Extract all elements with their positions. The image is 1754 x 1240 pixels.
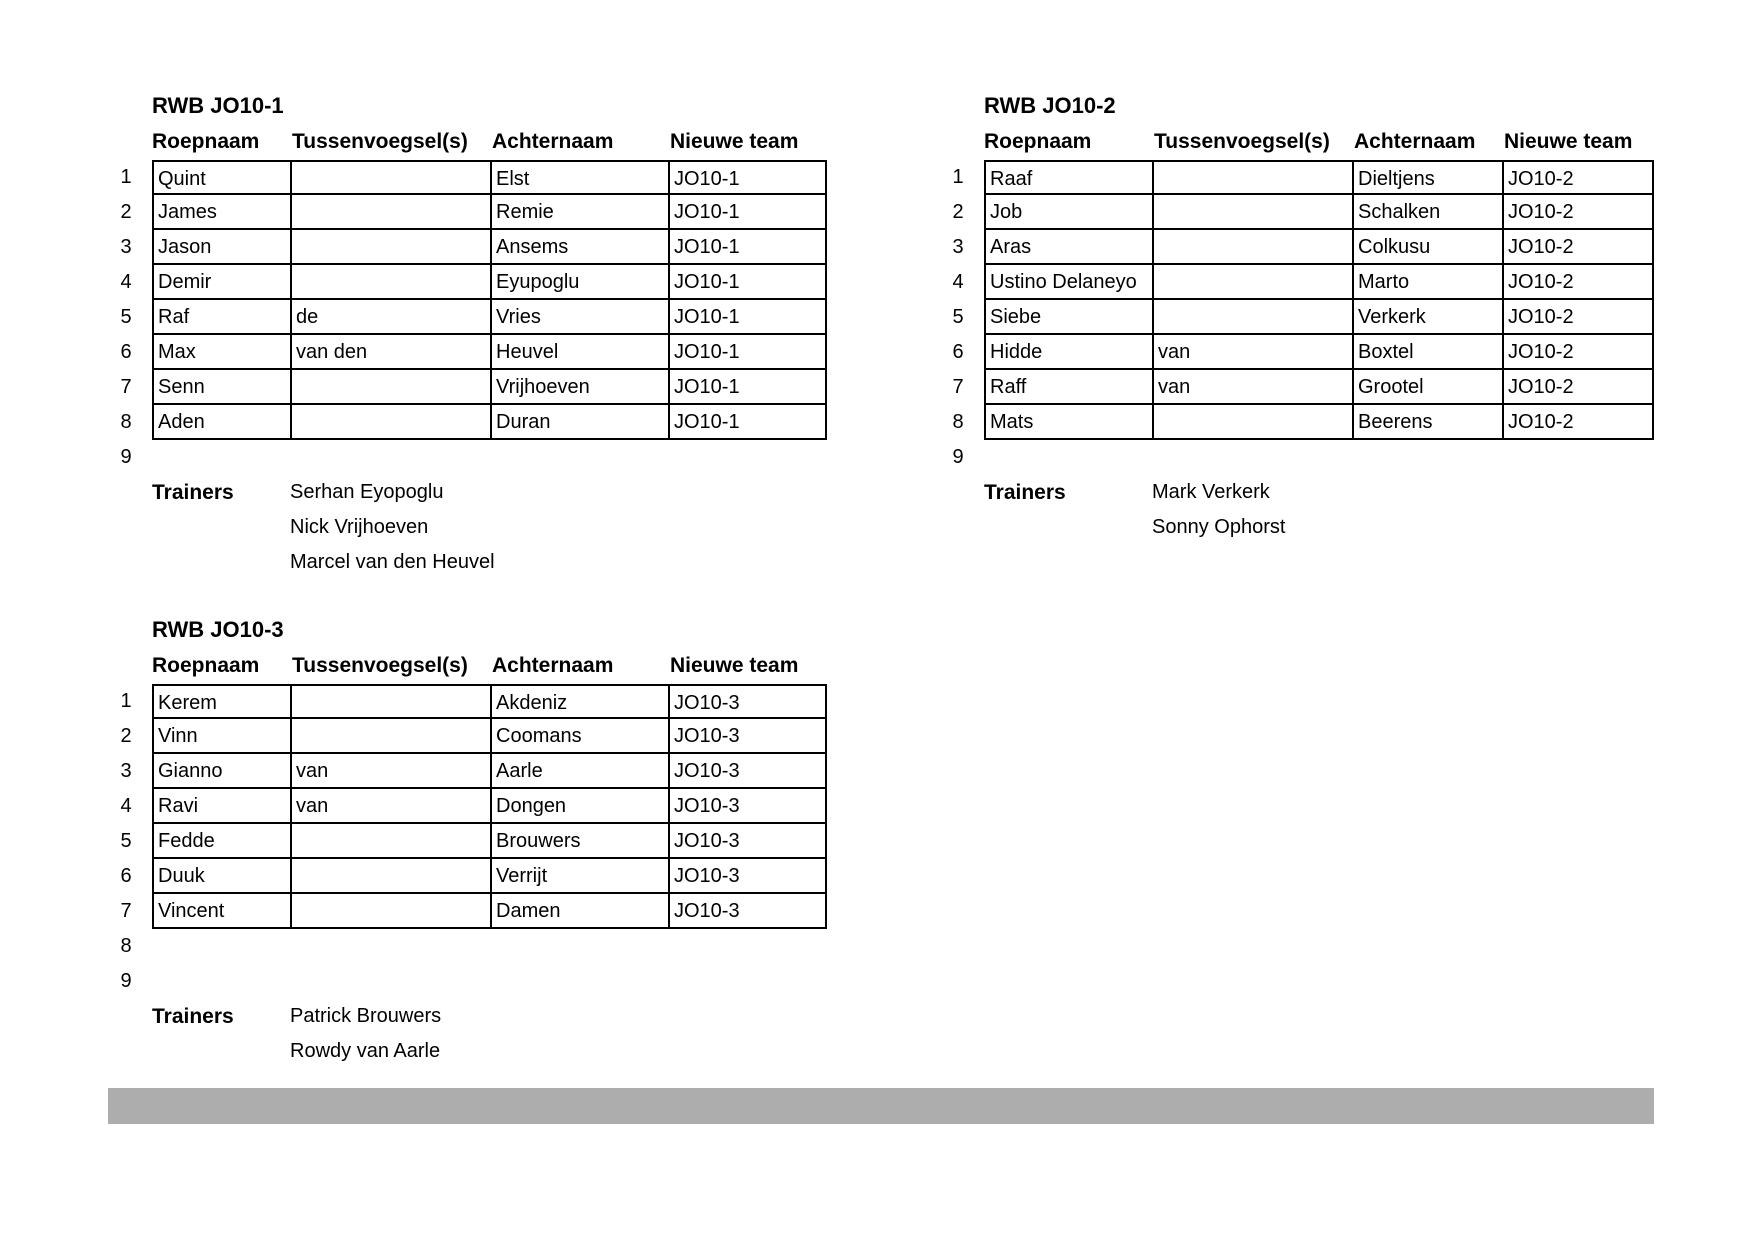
cell-roepnaam: Hidde (984, 335, 1154, 370)
cell-nieuwe-team: JO10-3 (670, 894, 827, 929)
trainer-name: Patrick Brouwers (290, 1005, 442, 1027)
row-number: 6 (120, 341, 132, 363)
cell-tussenvoegsel (1154, 195, 1354, 230)
cell-nieuwe-team: JO10-2 (1504, 230, 1654, 265)
trainer-name: Marcel van den Heuvel (290, 551, 495, 573)
row-number: 8 (952, 411, 964, 433)
cell-roepnaam: Raaf (984, 160, 1154, 195)
cell-achternaam: Akdeniz (492, 684, 670, 719)
cell-tussenvoegsel (292, 684, 492, 719)
row-number: 6 (952, 341, 964, 363)
row-number: 1 (120, 166, 132, 188)
cell-tussenvoegsel (292, 894, 492, 929)
cell-tussenvoegsel: van (1154, 335, 1354, 370)
column-header-roepnaam: Roepnaam (984, 130, 1092, 153)
cell-achternaam: Grootel (1354, 370, 1504, 405)
cell-tussenvoegsel (292, 160, 492, 195)
cell-roepnaam: Kerem (152, 684, 292, 719)
cell-achternaam: Eyupoglu (492, 265, 670, 300)
row-number: 5 (120, 830, 132, 852)
cell-achternaam: Dongen (492, 789, 670, 824)
cell-tussenvoegsel (292, 859, 492, 894)
cell-nieuwe-team: JO10-3 (670, 859, 827, 894)
cell-tussenvoegsel (292, 405, 492, 440)
cell-roepnaam: Duuk (152, 859, 292, 894)
cell-roepnaam: Jason (152, 230, 292, 265)
cell-roepnaam: James (152, 195, 292, 230)
cell-tussenvoegsel: van den (292, 335, 492, 370)
column-header-roepnaam: Roepnaam (152, 130, 260, 153)
cell-nieuwe-team: JO10-1 (670, 160, 827, 195)
cell-nieuwe-team: JO10-1 (670, 265, 827, 300)
cell-tussenvoegsel (292, 195, 492, 230)
column-header-achternaam: Achternaam (1354, 130, 1476, 153)
row-number: 4 (120, 795, 132, 817)
cell-tussenvoegsel: van (292, 789, 492, 824)
column-header-tussenvoegsel: Tussenvoegsel(s) (292, 654, 468, 677)
cell-nieuwe-team: JO10-1 (670, 335, 827, 370)
cell-nieuwe-team: JO10-1 (670, 300, 827, 335)
cell-roepnaam: Job (984, 195, 1154, 230)
row-number: 2 (952, 201, 964, 223)
cell-roepnaam: Quint (152, 160, 292, 195)
cell-achternaam: Damen (492, 894, 670, 929)
row-number: 3 (952, 236, 964, 258)
column-header-tussenvoegsel: Tussenvoegsel(s) (1154, 130, 1330, 153)
trainer-name: Mark Verkerk (1152, 481, 1270, 503)
cell-achternaam: Brouwers (492, 824, 670, 859)
row-number: 3 (120, 236, 132, 258)
row-number-empty: 9 (952, 446, 964, 468)
cell-tussenvoegsel (1154, 230, 1354, 265)
row-number-empty: 9 (120, 446, 132, 468)
row-number-empty: 8 (120, 935, 132, 957)
cell-tussenvoegsel: van (1154, 370, 1354, 405)
cell-achternaam: Verkerk (1354, 300, 1504, 335)
row-number: 2 (120, 201, 132, 223)
cell-achternaam: Verrijt (492, 859, 670, 894)
cell-achternaam: Marto (1354, 265, 1504, 300)
cell-nieuwe-team: JO10-2 (1504, 300, 1654, 335)
cell-nieuwe-team: JO10-2 (1504, 370, 1654, 405)
row-number: 3 (120, 760, 132, 782)
row-number: 2 (120, 725, 132, 747)
team-title: RWB JO10-1 (152, 93, 284, 118)
cell-nieuwe-team: JO10-2 (1504, 160, 1654, 195)
footer-bar (108, 1088, 1654, 1124)
cell-roepnaam: Vincent (152, 894, 292, 929)
trainer-name: Sonny Ophorst (1152, 516, 1286, 538)
cell-roepnaam: Max (152, 335, 292, 370)
cell-tussenvoegsel: van (292, 754, 492, 789)
row-number: 6 (120, 865, 132, 887)
row-number: 4 (952, 271, 964, 293)
cell-nieuwe-team: JO10-2 (1504, 265, 1654, 300)
cell-achternaam: Coomans (492, 719, 670, 754)
trainers-label: Trainers (152, 481, 234, 504)
cell-tussenvoegsel (292, 265, 492, 300)
trainer-name: Nick Vrijhoeven (290, 516, 429, 538)
cell-nieuwe-team: JO10-3 (670, 754, 827, 789)
cell-nieuwe-team: JO10-3 (670, 824, 827, 859)
column-header-roepnaam: Roepnaam (152, 654, 260, 677)
cell-achternaam: Beerens (1354, 405, 1504, 440)
row-number: 1 (952, 166, 964, 188)
cell-achternaam: Ansems (492, 230, 670, 265)
trainers-label: Trainers (984, 481, 1066, 504)
cell-roepnaam: Fedde (152, 824, 292, 859)
cell-nieuwe-team: JO10-2 (1504, 405, 1654, 440)
cell-nieuwe-team: JO10-3 (670, 684, 827, 719)
cell-roepnaam: Aras (984, 230, 1154, 265)
cell-achternaam: Elst (492, 160, 670, 195)
column-header-nieuwe-team: Nieuwe team (670, 130, 799, 153)
cell-tussenvoegsel (292, 230, 492, 265)
cell-roepnaam: Siebe (984, 300, 1154, 335)
trainer-name: Rowdy van Aarle (290, 1040, 441, 1062)
cell-roepnaam: Gianno (152, 754, 292, 789)
cell-tussenvoegsel (1154, 160, 1354, 195)
row-number: 7 (120, 900, 132, 922)
cell-roepnaam: Ustino Delaneyo (984, 265, 1154, 300)
cell-roepnaam: Senn (152, 370, 292, 405)
cell-tussenvoegsel (292, 719, 492, 754)
team-title: RWB JO10-2 (984, 93, 1116, 118)
cell-achternaam: Vrijhoeven (492, 370, 670, 405)
cell-nieuwe-team: JO10-1 (670, 405, 827, 440)
cell-roepnaam: Vinn (152, 719, 292, 754)
cell-tussenvoegsel: de (292, 300, 492, 335)
row-number: 4 (120, 271, 132, 293)
cell-achternaam: Duran (492, 405, 670, 440)
row-number: 5 (952, 306, 964, 328)
row-number: 7 (120, 376, 132, 398)
cell-achternaam: Remie (492, 195, 670, 230)
column-header-achternaam: Achternaam (492, 654, 614, 677)
row-number: 8 (120, 411, 132, 433)
cell-achternaam: Colkusu (1354, 230, 1504, 265)
cell-nieuwe-team: JO10-1 (670, 370, 827, 405)
trainers-label: Trainers (152, 1005, 234, 1028)
cell-nieuwe-team: JO10-1 (670, 195, 827, 230)
row-number-empty: 9 (120, 970, 132, 992)
cell-achternaam: Heuvel (492, 335, 670, 370)
cell-achternaam: Vries (492, 300, 670, 335)
cell-nieuwe-team: JO10-2 (1504, 335, 1654, 370)
cell-roepnaam: Ravi (152, 789, 292, 824)
row-number: 7 (952, 376, 964, 398)
cell-roepnaam: Aden (152, 405, 292, 440)
cell-achternaam: Dieltjens (1354, 160, 1504, 195)
cell-tussenvoegsel (1154, 405, 1354, 440)
cell-tussenvoegsel (292, 824, 492, 859)
cell-tussenvoegsel (292, 370, 492, 405)
cell-achternaam: Boxtel (1354, 335, 1504, 370)
column-header-tussenvoegsel: Tussenvoegsel(s) (292, 130, 468, 153)
cell-roepnaam: Raff (984, 370, 1154, 405)
column-header-achternaam: Achternaam (492, 130, 614, 153)
cell-nieuwe-team: JO10-3 (670, 719, 827, 754)
column-header-nieuwe-team: Nieuwe team (670, 654, 799, 677)
cell-nieuwe-team: JO10-1 (670, 230, 827, 265)
row-number: 5 (120, 306, 132, 328)
trainer-name: Serhan Eyopoglu (290, 481, 444, 503)
cell-tussenvoegsel (1154, 300, 1354, 335)
column-header-nieuwe-team: Nieuwe team (1504, 130, 1633, 153)
row-number: 1 (120, 690, 132, 712)
cell-roepnaam: Raf (152, 300, 292, 335)
cell-tussenvoegsel (1154, 265, 1354, 300)
cell-roepnaam: Demir (152, 265, 292, 300)
cell-achternaam: Aarle (492, 754, 670, 789)
team-title: RWB JO10-3 (152, 617, 284, 642)
cell-nieuwe-team: JO10-2 (1504, 195, 1654, 230)
cell-achternaam: Schalken (1354, 195, 1504, 230)
cell-nieuwe-team: JO10-3 (670, 789, 827, 824)
cell-roepnaam: Mats (984, 405, 1154, 440)
